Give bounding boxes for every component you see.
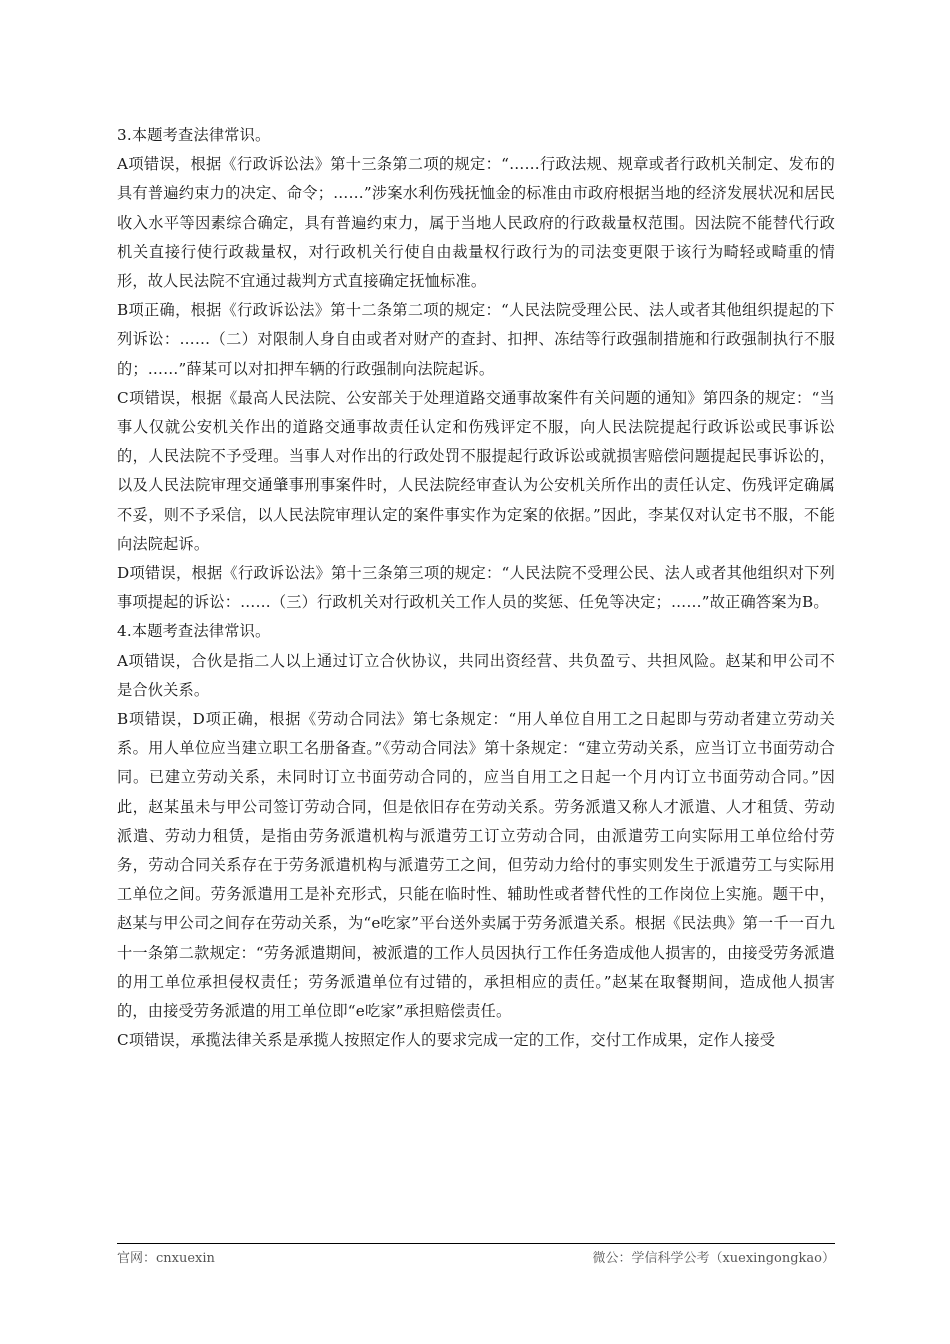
- footer-website: 官网：cnxuexin: [117, 1251, 215, 1266]
- answer-paragraph-q3-a: A项错误，根据《行政诉讼法》第十三条第二项的规定：“……行政法规、规章或者行政机关制定、发布的具有普遍约束力的决定、命令；……”涉案水利伤残抚恤金的标准由市政府根据当地的经济发展状况和居民收入水平等因素综合确定，具有普遍约束力，属于当地人民政府的行政裁量权范围。因法院不能替代行政机关直接行使行政裁量权，对行政机关行使自由裁量权行政行为的司法变更限于该行为畸轻或畸重的情形，故人民法院不宜通过裁判方式直接确定抚恤标准。: [117, 155, 835, 291]
- footer-wechat: 微公：学信科学公考（xuexingongkao）: [592, 1251, 835, 1266]
- page-body: [117, 121, 835, 1056]
- section-heading-q4: 4.本题考查法律常识。: [117, 622, 271, 641]
- answer-paragraph-q3-c: C项错误，根据《最高人民法院、公安部关于处理道路交通事故案件有关问题的通知》第四条的规定：“当事人仅就公安机关作出的道路交通事故责任认定和伤残评定不服，向人民法院提起行政诉讼或民事诉讼的，人民法院不予受理。当事人对作出的行政处罚不服提起行政诉讼或就损害赔偿问题提起民事诉讼的，以及人民法院审理交通肇事刑事案件时，人民法院经审查认为公安机关所作出的责任认定、伤残评定确属不妥，则不予采信，以人民法院审理认定的案件事实作为定案的依据。”因此，李某仅对认定书不服，不能向法院起诉。: [117, 388, 835, 553]
- answer-paragraph-q3-b: B项正确，根据《行政诉讼法》第十二条第二项的规定：“人民法院受理公民、法人或者其他组织提起的下列诉讼：……（二）对限制人身自由或者对财产的查封、扣押、冻结等行政强制措施和行政强制执行不服的；……”薛某可以对扣押车辆的行政强制向法院起诉。: [117, 301, 835, 378]
- answer-paragraph-q4-a: A项错误，合伙是指二人以上通过订立合伙协议，共同出资经营、共负盈亏、共担风险。赵某和甲公司不是合伙关系。: [117, 651, 835, 699]
- footer-divider: [117, 1243, 835, 1244]
- section-heading-q3: 3.本题考查法律常识。: [117, 126, 271, 144]
- answer-paragraph-q4-bd: B项错误，D项正确，根据《劳动合同法》第七条规定：“用人单位自用工之日起即与劳动者建立劳动关系。用人单位应当建立职工名册备查。”《劳动合同法》第十条规定：“建立劳动关系，应当订立书面劳动合同。已建立劳动关系，未同时订立书面劳动合同的，应当自用工之日起一个月内订立书面劳动合同。”因此，赵某虽未与甲公司签订劳动合同，但是依旧存在劳动关系。劳务派遣又称人才派遣、人才租赁、劳动派遣、劳动力租赁，是指由劳务派遣机构与派遣劳工订立劳动合同，由派遣劳工向实际用工单位给付劳务，劳动合同关系存在于劳务派遣机构与派遣劳工之间，但劳动力给付的事实则发生于派遣劳工与实际用工单位之间。劳务派遣用工是补充形式，只能在临时性、辅助性或者替代性的工作岗位上实施。题干中，赵某与甲公司之间存在劳动关系，为“e吃家”平台送外卖属于劳务派遣关系。根据《民法典》第一千一百九十一条第二款规定：“劳务派遣期间，被派遣的工作人员因执行工作任务造成他人损害的，由接受劳务派遣的用工单位承担侵权责任；劳务派遣单位有过错的，承担相应的责任。”赵某在取餐期间，造成他人损害的，由接受劳务派遣的用工单位即“e吃家”承担赔偿责任。: [117, 710, 835, 1021]
- answer-paragraph-q3-d: D项错误，根据《行政诉讼法》第十三条第三项的规定：“人民法院不受理公民、法人或者其他组织对下列事项提起的诉讼：……（三）行政机关对行政机关工作人员的奖惩、任免等决定；……”故正确答案为B。: [117, 564, 835, 612]
- answer-paragraph-q4-c: C项错误，承揽法律关系是承揽人按照定作人的要求完成一定的工作，交付工作成果，定作人接受: [117, 1031, 776, 1050]
